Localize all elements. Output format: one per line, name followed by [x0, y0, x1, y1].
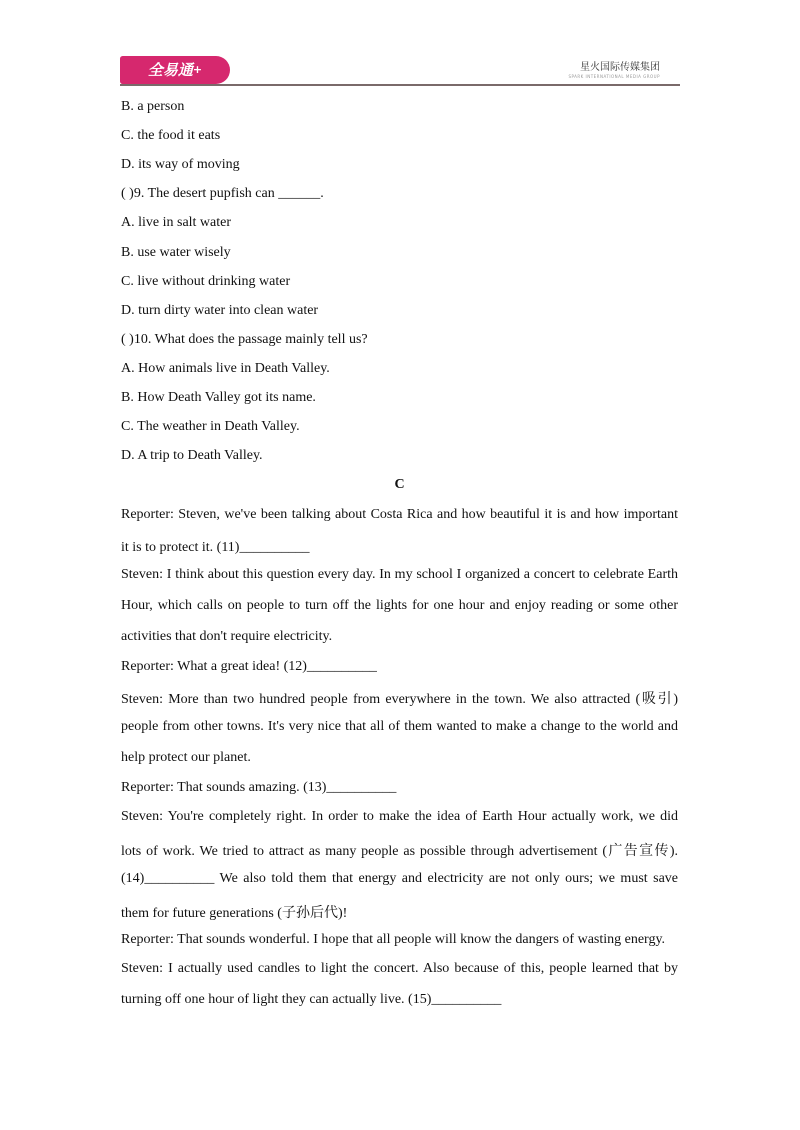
dialogue-line: Reporter: That sounds amazing. (13)__________	[121, 780, 397, 795]
dialogue-turn	[121, 961, 678, 1008]
dialogue-line: it is to protect it. (11)__________	[121, 540, 310, 555]
question-10: ( )10. What does the passage mainly tell us?	[121, 332, 368, 347]
header-divider	[120, 84, 680, 86]
text-line: B. How Death Valley got its name.	[121, 390, 316, 405]
dialogue-line: Steven: You're completely right. In order to make the idea of Earth Hour actually work, we did	[121, 809, 678, 824]
text-line: C. The weather in Death Valley.	[121, 419, 300, 434]
dialogue-line: activities that don't require electricity.	[121, 629, 333, 644]
brand-name: 星火国际传媒集团	[580, 62, 660, 73]
dialogue-line: Reporter: That sounds wonderful. I hope that all people will know the dangers of wasting energy.	[121, 932, 666, 947]
publisher-logo	[120, 56, 230, 84]
dialogue-line: (14)__________ We also told them that energy and electricity are not only ours; we must save	[121, 871, 678, 886]
dialogue-turn	[121, 659, 678, 675]
dialogue-line: Reporter: Steven, we've been talking about Costa Rica and how beautiful it is and how important	[121, 507, 678, 522]
dialogue-line: turning off one hour of light they can actually live. (15)__________	[121, 992, 502, 1007]
dialogue-turn	[121, 567, 678, 645]
dialogue-line: people from other towns. It's very nice that all of them wanted to make a change to the world and	[121, 719, 678, 734]
dialogue-turn	[121, 932, 678, 948]
text-line: B. use water wisely	[121, 245, 231, 260]
dialogue-line: help protect our planet.	[121, 750, 251, 765]
brand-subtitle: SPARK INTERNATIONAL MEDIA GROUP	[568, 74, 660, 79]
dialogue-line: Steven: I think about this question every day. In my school I organized a concert to celebrate Earth	[121, 567, 678, 582]
dialogue-turn	[121, 809, 678, 922]
brand-block	[568, 58, 660, 79]
text-line: B. a person	[121, 99, 185, 114]
dialogue-line: Reporter: What a great idea! (12)__________	[121, 659, 377, 674]
question-9: ( )9. The desert pupfish can ______.	[121, 186, 324, 201]
text-line: C. live without drinking water	[121, 274, 291, 289]
text-line: C. the food it eats	[121, 128, 221, 143]
text-line: D. its way of moving	[121, 157, 240, 172]
page-header	[120, 54, 680, 88]
text-line: D. A trip to Death Valley.	[121, 448, 263, 463]
dialogue-line: Steven: I actually used candles to light the concert. Also because of this, people learned that by	[121, 961, 678, 976]
dialogue-line: lots of work. We tried to attract as many people as possible through advertisement (广告宣传).	[121, 844, 678, 859]
text-line: A. How animals live in Death Valley.	[121, 361, 330, 376]
dialogue-line: them for future generations (子孙后代)!	[121, 906, 348, 921]
text-line: D. turn dirty water into clean water	[121, 303, 319, 318]
section-title: C	[394, 477, 405, 492]
logo-plus: +	[192, 63, 203, 76]
dialogue-line: Hour, which calls on people to turn off the lights for one hour and enjoy reading or some other	[121, 598, 678, 613]
dialogue-turn	[121, 780, 678, 796]
dialogue-turn	[121, 507, 678, 556]
logo-text: 全易通	[147, 61, 193, 79]
dialogue-line: Steven: More than two hundred people from everywhere in the town. We also attracted (吸引)	[121, 692, 678, 707]
dialogue-turn	[121, 688, 678, 766]
text-line: A. live in salt water	[121, 215, 232, 230]
